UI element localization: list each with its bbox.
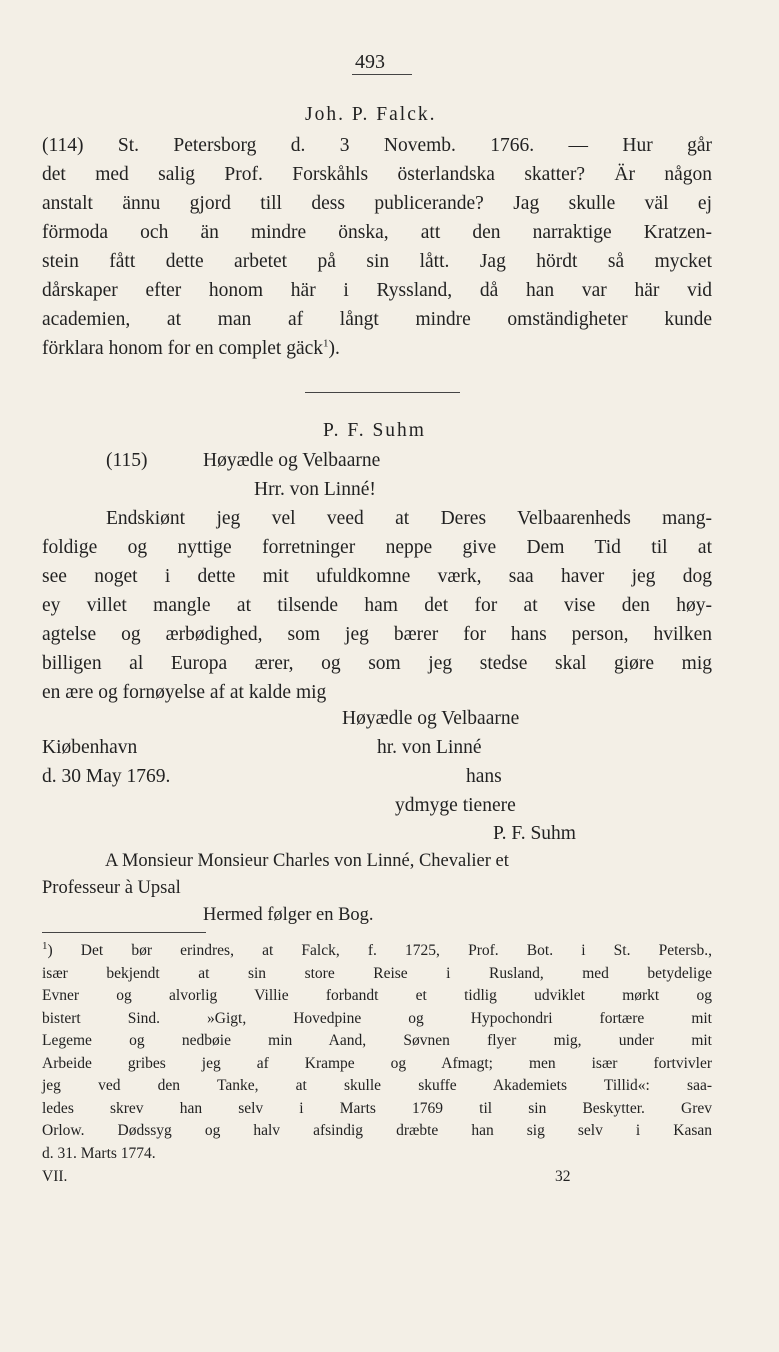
letter-114-line: stein fått dette arbetet på sin lått. Jag hördt så mycket [42,251,712,272]
letter-115-line: agtelse og ærbødighed, som jeg bærer for hans person, hvilken [42,624,712,645]
letter-114-line: förklara honom for en complet gäck [42,338,324,359]
date: d. 30 May 1769. [42,766,171,787]
footnote-first-line: ) Det bør erindres, at Falck, f. 1725, Prof. Bot. i St. Petersb., [47,942,712,959]
letter-114-line: förmoda och än mindre önska, att den narraktige Kratzen- [42,222,712,243]
letter-115-line: see noget i dette mit ufuldkomne værk, saa haver jeg dog [42,566,712,587]
sheet-mark: 32 [555,1168,571,1185]
letter-114-author: Joh. P. Falck. [305,104,437,125]
footnote-line: især bekjendt at sin store Reise i Rusland, med betydelige [42,964,712,982]
page-number-underline [352,74,412,75]
footnote-line [42,940,712,963]
letter-115-line: billigen al Europa ærer, og som jeg stedse skal giøre mig [42,653,712,674]
letter-114-body [42,131,712,363]
postscript: Hermed følger en Bog. [203,905,374,925]
footnote-line: jeg ved den Tanke, at skulle skuffe Akademiets Tillid«: saa- [42,1077,712,1094]
footnote-line: bistert Sind. »Gigt, Hovedpine og Hypochondri fortære mit [42,1009,712,1027]
letter-114-last-line [42,334,712,363]
footnote-line: Legeme og nedbøie min Aand, Søvnen flyer mig, under mit [42,1032,712,1049]
letter-115-line: foldige og nyttige forretninger neppe give Dem Tid til at [42,537,712,558]
footnote-line: Arbeide gribes jeg af Krampe og Afmagt; men især fortvivler [42,1054,712,1072]
letter-114-line: dårskaper efter honom här i Ryssland, då han var här vid [42,280,712,301]
footnote [42,940,712,1165]
letter-115-body [42,504,712,707]
letter-115-salutation-1: Høyædle og Velbaarne [203,450,381,471]
page-number: 493 [355,51,385,73]
letter-115-salutation-2: Hrr. von Linné! [254,479,376,500]
letter-115-author: P. F. Suhm [323,420,426,441]
letter-115-line: ey villet mangle at tilsende ham det for at vise den høy- [42,595,712,616]
address-line-1: A Monsieur Monsieur Charles von Linné, Chevalier et [105,851,509,871]
letter-114-line: anstalt ännu gjord till dess publicerande? Jag skulle väl ej [42,193,712,214]
letter-115-number: (115) [106,450,148,471]
letter-114-line: academien, at man af långt mindre omständigheter kunde [42,309,712,330]
section-divider [305,392,460,393]
closing-salutation: Høyædle og Velbaarne [342,708,520,729]
footnote-line: Evner og alvorlig Villie forbandt et tidlig udviklet mørkt og [42,987,712,1004]
letter-114-line: det med salig Prof. Forskåhls österlandska skatter? Är någon [42,164,712,185]
letter-114-line: (114) St. Petersborg d. 3 Novemb. 1766. — Hur går [42,135,712,156]
place: Kiøbenhavn [42,737,138,758]
address-line-2: Professeur à Upsal [42,878,181,898]
volume-mark: VII. [42,1168,68,1185]
closing-tienere: ydmyge tienere [395,795,516,816]
footnote-rule [42,932,206,933]
footnote-marker: 1 [42,939,48,952]
footnote-line: ledes skrev han selv i Marts 1769 til sin Beskytter. Grev [42,1099,712,1117]
signature: P. F. Suhm [493,823,576,844]
footnote-line: d. 31. Marts 1774. [42,1144,156,1162]
letter-115-line: en ære og fornøyelse af at kalde mig [42,682,327,703]
letter-115-line: Endskiønt jeg vel veed at Deres Velbaarenheds mang- [106,508,712,529]
closing-hans: hans [466,766,502,787]
closing-recipient: hr. von Linné [377,737,482,758]
footnote-ref: 1 [323,337,329,350]
letter-114-end: ). [328,338,340,359]
footnote-line: Orlow. Dødssyg og halv afsindig dræbte han sig selv i Kasan [42,1122,712,1139]
